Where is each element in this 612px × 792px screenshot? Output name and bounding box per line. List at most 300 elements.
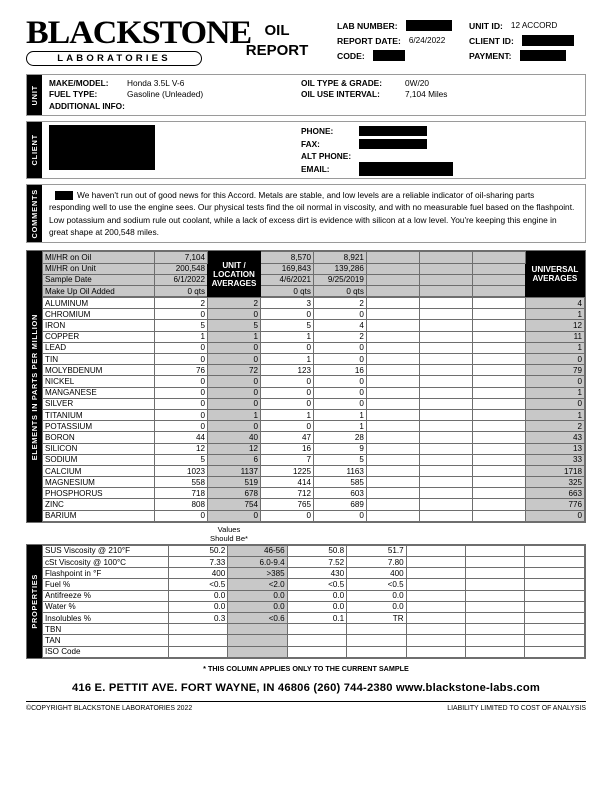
- element-s2-chromium: 0: [261, 309, 314, 320]
- property-s3-cst-viscosity-100-c: 7.80: [347, 557, 406, 568]
- meta-current-makeup-oil: 0 qts: [155, 285, 208, 296]
- element-s2-silicon: 16: [261, 443, 314, 454]
- property-s3-flashpoint-in-f: 400: [347, 568, 406, 579]
- element-s2-phosphorus: 712: [261, 488, 314, 499]
- element-s4-silicon: [366, 443, 419, 454]
- element-s3-magnesium: 585: [313, 477, 366, 488]
- element-avg-titanium: 1: [208, 409, 261, 420]
- report-header: [0, 0, 612, 70]
- property-label-iso-code: ISO Code: [43, 646, 169, 657]
- property-s2-tan: [287, 635, 346, 646]
- element-universal-silicon: 13: [525, 443, 584, 454]
- property-label-water: Water %: [43, 601, 169, 612]
- element-avg-chromium: 0: [208, 309, 261, 320]
- client-section-body: [42, 122, 453, 178]
- meta-s5-mi-hr-unit: [419, 263, 472, 274]
- property-label-tan: TAN: [43, 635, 169, 646]
- element-s4-sodium: [366, 454, 419, 465]
- property-s6-sus-viscosity-210-f: [525, 545, 585, 556]
- client-section-tab: [27, 122, 42, 178]
- logo-wordmark: BLACKSTONE: [26, 15, 252, 51]
- element-s4-molybdenum: [366, 365, 419, 376]
- table-row: [43, 510, 585, 521]
- element-s4-zinc: [366, 499, 419, 510]
- element-s6-magnesium: [472, 477, 525, 488]
- element-current-zinc: 808: [155, 499, 208, 510]
- element-current-magnesium: 558: [155, 477, 208, 488]
- property-current-sus-viscosity-210-f: 50.2: [168, 545, 227, 556]
- element-s3-potassium: 1: [313, 421, 366, 432]
- element-universal-tin: 0: [525, 354, 584, 365]
- phone-label: PHONE:: [301, 126, 334, 137]
- element-s5-chromium: [419, 309, 472, 320]
- element-current-silver: 0: [155, 398, 208, 409]
- property-avg-iso-code: [228, 646, 287, 657]
- meta-s3-mi-hr-unit: 139,286: [313, 263, 366, 274]
- element-s3-aluminum: 2: [313, 298, 366, 309]
- element-s3-titanium: 1: [313, 409, 366, 420]
- property-s3-tbn: [347, 624, 406, 635]
- property-s4-fuel: [406, 579, 465, 590]
- property-s5-cst-viscosity-100-c: [466, 557, 525, 568]
- element-s5-calcium: [419, 465, 472, 476]
- meta-s6-makeup-oil: [472, 285, 525, 296]
- element-label-lead: LEAD: [43, 342, 155, 353]
- element-universal-barium: 0: [525, 510, 584, 521]
- property-s5-flashpoint-in-f: [466, 568, 525, 579]
- unit-section-body: [42, 75, 585, 116]
- element-avg-nickel: 0: [208, 376, 261, 387]
- table-row: [43, 409, 585, 420]
- copyright-text: ©COPYRIGHT BLACKSTONE LABORATORIES 2022: [26, 704, 193, 712]
- element-avg-tin: 0: [208, 354, 261, 365]
- element-s6-boron: [472, 432, 525, 443]
- element-s6-aluminum: [472, 298, 525, 309]
- property-current-cst-viscosity-100-c: 7.33: [168, 557, 227, 568]
- elements-values-table: [42, 297, 585, 522]
- meta-current-mi-hr-oil: 7,104: [155, 252, 208, 263]
- table-row: [43, 454, 585, 465]
- property-s5-antifreeze: [466, 590, 525, 601]
- element-avg-barium: 0: [208, 510, 261, 521]
- element-s6-titanium: [472, 409, 525, 420]
- unit-row-fuel-type: [49, 89, 585, 101]
- element-avg-silver: 0: [208, 398, 261, 409]
- code-redaction: [373, 50, 405, 61]
- element-s6-sodium: [472, 454, 525, 465]
- meta-s6-sample-date: [472, 274, 525, 285]
- fuel-type-value: Gasoline (Unleaded): [127, 89, 204, 100]
- element-s2-barium: 0: [261, 510, 314, 521]
- meta-s2-mi-hr-unit: 169,843: [261, 263, 314, 274]
- element-s5-phosphorus: [419, 488, 472, 499]
- properties-values-table: [42, 545, 585, 658]
- element-avg-molybdenum: 72: [208, 365, 261, 376]
- table-row: [43, 624, 585, 635]
- lab-number-label: LAB NUMBER:: [337, 20, 398, 31]
- element-s3-tin: 0: [313, 354, 366, 365]
- meta-s4-mi-hr-unit: [366, 263, 419, 274]
- property-label-cst-viscosity-100-c: cSt Viscosity @ 100°C: [43, 557, 169, 568]
- element-label-nickel: NICKEL: [43, 376, 155, 387]
- property-s2-tbn: [287, 624, 346, 635]
- table-row: [43, 365, 585, 376]
- oil-use-interval-value: 7,104 Miles: [405, 89, 448, 100]
- client-email-row: [301, 163, 453, 176]
- element-s3-manganese: 0: [313, 387, 366, 398]
- meta-label-makeup-oil: Make Up Oil Added: [43, 285, 155, 296]
- property-avg-tan: [228, 635, 287, 646]
- property-current-iso-code: [168, 646, 227, 657]
- element-current-phosphorus: 718: [155, 488, 208, 499]
- values-should-be-line1: Values: [217, 524, 241, 534]
- property-s5-tbn: [466, 624, 525, 635]
- element-s4-silver: [366, 398, 419, 409]
- client-id-field: [469, 35, 574, 46]
- element-s3-calcium: 1163: [313, 465, 366, 476]
- element-s3-barium: 0: [313, 510, 366, 521]
- element-label-potassium: POTASSIUM: [43, 421, 155, 432]
- unit-row-make-model: [49, 78, 585, 90]
- property-s3-iso-code: [347, 646, 406, 657]
- property-s4-cst-viscosity-100-c: [406, 557, 465, 568]
- property-avg-tbn: [228, 624, 287, 635]
- property-avg-antifreeze: 0.0: [228, 590, 287, 601]
- table-row: [43, 342, 585, 353]
- element-s4-boron: [366, 432, 419, 443]
- universal-averages-header: UNIVERSAL AVERAGES: [525, 252, 584, 297]
- element-s4-lead: [366, 342, 419, 353]
- element-s6-chromium: [472, 309, 525, 320]
- element-s3-chromium: 0: [313, 309, 366, 320]
- payment-redaction: [520, 50, 566, 61]
- element-current-copper: 1: [155, 331, 208, 342]
- footer-divider: [26, 701, 586, 702]
- element-current-silicon: 12: [155, 443, 208, 454]
- meta-s6-mi-hr-unit: [472, 263, 525, 274]
- comments-leading-redaction: [55, 191, 73, 200]
- element-s2-iron: 5: [261, 320, 314, 331]
- comments-section: [26, 184, 586, 243]
- element-universal-zinc: 776: [525, 499, 584, 510]
- make-model-label: MAKE/MODEL:: [49, 77, 109, 88]
- lab-number-redaction: [406, 20, 452, 31]
- element-label-silicon: SILICON: [43, 443, 155, 454]
- element-label-copper: COPPER: [43, 331, 155, 342]
- property-label-antifreeze: Antifreeze %: [43, 590, 169, 601]
- table-row: [43, 285, 585, 296]
- property-s5-fuel: [466, 579, 525, 590]
- element-s4-magnesium: [366, 477, 419, 488]
- element-s4-calcium: [366, 465, 419, 476]
- property-current-water: 0.0: [168, 601, 227, 612]
- property-s4-tan: [406, 635, 465, 646]
- property-s3-water: 0.0: [347, 601, 406, 612]
- element-s3-lead: 0: [313, 342, 366, 353]
- element-s3-copper: 2: [313, 331, 366, 342]
- element-label-chromium: CHROMIUM: [43, 309, 155, 320]
- meta-s2-sample-date: 4/6/2021: [261, 274, 314, 285]
- properties-section-tab-label: PROPERTIES: [30, 573, 39, 629]
- element-current-boron: 44: [155, 432, 208, 443]
- property-avg-water: 0.0: [228, 601, 287, 612]
- table-row: [43, 477, 585, 488]
- property-s6-insolubles: [525, 612, 585, 623]
- table-row: [43, 387, 585, 398]
- property-s6-iso-code: [525, 646, 585, 657]
- meta-s5-makeup-oil: [419, 285, 472, 296]
- element-avg-silicon: 12: [208, 443, 261, 454]
- property-s2-iso-code: [287, 646, 346, 657]
- fax-label: FAX:: [301, 138, 320, 149]
- element-s6-nickel: [472, 376, 525, 387]
- client-id-redaction: [522, 35, 574, 46]
- element-s3-sodium: 5: [313, 454, 366, 465]
- element-universal-lead: 1: [525, 342, 584, 353]
- property-s2-cst-viscosity-100-c: 7.52: [287, 557, 346, 568]
- element-s2-zinc: 765: [261, 499, 314, 510]
- element-universal-phosphorus: 663: [525, 488, 584, 499]
- element-s6-lead: [472, 342, 525, 353]
- property-s2-water: 0.0: [287, 601, 346, 612]
- payment-field: [469, 50, 566, 61]
- property-current-tan: [168, 635, 227, 646]
- element-universal-iron: 12: [525, 320, 584, 331]
- meta-s3-makeup-oil: 0 qts: [313, 285, 366, 296]
- property-s6-tbn: [525, 624, 585, 635]
- element-universal-titanium: 1: [525, 409, 584, 420]
- table-row: [43, 590, 585, 601]
- element-avg-copper: 1: [208, 331, 261, 342]
- element-current-calcium: 1023: [155, 465, 208, 476]
- elements-table-wrapper: [26, 250, 586, 523]
- code-label: CODE:: [337, 50, 365, 61]
- element-s4-nickel: [366, 376, 419, 387]
- element-universal-manganese: 1: [525, 387, 584, 398]
- property-avg-fuel: <2.0: [228, 579, 287, 590]
- element-s2-aluminum: 3: [261, 298, 314, 309]
- element-s4-phosphorus: [366, 488, 419, 499]
- code-field: [337, 50, 469, 61]
- element-avg-potassium: 0: [208, 421, 261, 432]
- client-id-label: CLIENT ID:: [469, 35, 514, 46]
- element-universal-copper: 11: [525, 331, 584, 342]
- property-label-sus-viscosity-210-f: SUS Viscosity @ 210°F: [43, 545, 169, 556]
- property-s4-antifreeze: [406, 590, 465, 601]
- logo-laboratories-badge: LABORATORIES: [26, 51, 202, 66]
- table-row: [43, 432, 585, 443]
- element-current-potassium: 0: [155, 421, 208, 432]
- properties-table-wrapper: [26, 544, 586, 659]
- property-label-flashpoint-in-f: Flashpoint in °F: [43, 568, 169, 579]
- property-current-antifreeze: 0.0: [168, 590, 227, 601]
- make-model-value: Honda 3.5L V-6: [127, 77, 185, 88]
- property-s3-fuel: <0.5: [347, 579, 406, 590]
- element-universal-silver: 0: [525, 398, 584, 409]
- element-s5-molybdenum: [419, 365, 472, 376]
- meta-s6-mi-hr-oil: [472, 252, 525, 263]
- unit-section: [26, 74, 586, 117]
- element-avg-sodium: 6: [208, 454, 261, 465]
- table-row: [43, 568, 585, 579]
- meta-s4-makeup-oil: [366, 285, 419, 296]
- current-sample-note: * THIS COLUMN APPLIES ONLY TO THE CURRENT SAMPLE: [203, 663, 409, 673]
- element-avg-lead: 0: [208, 342, 261, 353]
- element-current-sodium: 5: [155, 454, 208, 465]
- table-row: [43, 545, 585, 556]
- fax-redaction: [359, 139, 427, 149]
- table-row: [43, 579, 585, 590]
- element-avg-calcium: 1137: [208, 465, 261, 476]
- element-s4-potassium: [366, 421, 419, 432]
- element-s2-copper: 1: [261, 331, 314, 342]
- properties-section-tab: [27, 545, 42, 658]
- property-avg-insolubles: <0.6: [228, 612, 287, 623]
- element-s5-silver: [419, 398, 472, 409]
- element-universal-calcium: 1718: [525, 465, 584, 476]
- table-row: [43, 488, 585, 499]
- meta-label-mi-hr-oil: MI/HR on Oil: [43, 252, 155, 263]
- element-s6-silver: [472, 398, 525, 409]
- element-s5-aluminum: [419, 298, 472, 309]
- unit-section-tab-label: UNIT: [30, 84, 39, 106]
- comments-section-tab: [27, 185, 42, 242]
- header-row-lab-number: [337, 18, 586, 33]
- element-s4-manganese: [366, 387, 419, 398]
- lab-address-line: 416 E. PETTIT AVE. FORT WAYNE, IN 46806 (260) 744-2380 www.blackstone-labs.com: [71, 681, 541, 694]
- element-s2-potassium: 0: [261, 421, 314, 432]
- property-s5-water: [466, 601, 525, 612]
- property-s3-insolubles: TR: [347, 612, 406, 623]
- property-s5-iso-code: [466, 646, 525, 657]
- unit-id-label: UNIT ID:: [469, 20, 503, 31]
- element-s6-silicon: [472, 443, 525, 454]
- report-title-line2: REPORT: [245, 42, 309, 60]
- property-s6-cst-viscosity-100-c: [525, 557, 585, 568]
- element-s5-silicon: [419, 443, 472, 454]
- lab-number-field: [337, 20, 469, 31]
- element-label-molybdenum: MOLYBDENUM: [43, 365, 155, 376]
- property-current-tbn: [168, 624, 227, 635]
- element-s6-iron: [472, 320, 525, 331]
- element-s5-potassium: [419, 421, 472, 432]
- property-s4-flashpoint-in-f: [406, 568, 465, 579]
- element-current-aluminum: 2: [155, 298, 208, 309]
- table-row: [43, 309, 585, 320]
- meta-label-sample-date: Sample Date: [43, 274, 155, 285]
- email-label: EMAIL:: [301, 163, 330, 174]
- properties-values-body: [43, 545, 585, 657]
- fuel-type-label: FUEL TYPE:: [49, 89, 98, 100]
- table-row: [43, 263, 585, 274]
- additional-info-label: ADDITIONAL INFO:: [49, 100, 125, 111]
- element-s5-zinc: [419, 499, 472, 510]
- element-s4-aluminum: [366, 298, 419, 309]
- property-s6-fuel: [525, 579, 585, 590]
- client-name-block: [49, 125, 301, 175]
- element-s2-tin: 1: [261, 354, 314, 365]
- footer-legal: [26, 705, 586, 712]
- comments-section-body: [42, 185, 585, 242]
- property-label-insolubles: Insolubles %: [43, 612, 169, 623]
- client-fax-row: [301, 138, 453, 151]
- element-s4-copper: [366, 331, 419, 342]
- element-s5-tin: [419, 354, 472, 365]
- element-avg-iron: 5: [208, 320, 261, 331]
- table-row: [43, 601, 585, 612]
- elements-table-main: [42, 251, 585, 522]
- sample-meta-body: [43, 252, 585, 297]
- element-universal-potassium: 2: [525, 421, 584, 432]
- meta-current-sample-date: 6/1/2022: [155, 274, 208, 285]
- element-s3-boron: 28: [313, 432, 366, 443]
- meta-s4-mi-hr-oil: [366, 252, 419, 263]
- meta-s2-makeup-oil: 0 qts: [261, 285, 314, 296]
- element-universal-molybdenum: 79: [525, 365, 584, 376]
- payment-label: PAYMENT:: [469, 50, 512, 61]
- properties-table-main: [42, 545, 585, 658]
- element-avg-aluminum: 2: [208, 298, 261, 309]
- report-title-line1: OIL: [264, 22, 290, 39]
- element-s2-titanium: 1: [261, 409, 314, 420]
- report-date-value: 6/24/2022: [408, 36, 446, 45]
- property-s2-fuel: <0.5: [287, 579, 346, 590]
- element-label-sodium: SODIUM: [43, 454, 155, 465]
- property-s4-water: [406, 601, 465, 612]
- elements-section-tab-label: ELEMENTS IN PARTS PER MILLION: [30, 313, 39, 460]
- property-s4-iso-code: [406, 646, 465, 657]
- table-row: [43, 331, 585, 342]
- element-label-iron: IRON: [43, 320, 155, 331]
- element-current-molybdenum: 76: [155, 365, 208, 376]
- table-row: [43, 499, 585, 510]
- element-s3-molybdenum: 16: [313, 365, 366, 376]
- meta-s3-sample-date: 9/25/2019: [313, 274, 366, 285]
- property-current-fuel: <0.5: [168, 579, 227, 590]
- element-label-magnesium: MAGNESIUM: [43, 477, 155, 488]
- element-s5-iron: [419, 320, 472, 331]
- table-row: [43, 354, 585, 365]
- element-current-lead: 0: [155, 342, 208, 353]
- element-s2-calcium: 1225: [261, 465, 314, 476]
- table-row: [43, 421, 585, 432]
- client-name-redaction: [49, 125, 155, 170]
- element-current-barium: 0: [155, 510, 208, 521]
- table-row: [43, 376, 585, 387]
- property-s3-antifreeze: 0.0: [347, 590, 406, 601]
- element-s2-molybdenum: 123: [261, 365, 314, 376]
- table-row: [43, 274, 585, 285]
- property-s6-antifreeze: [525, 590, 585, 601]
- email-redaction: [359, 162, 453, 176]
- element-s3-zinc: 689: [313, 499, 366, 510]
- element-s6-copper: [472, 331, 525, 342]
- client-section-tab-label: CLIENT: [30, 134, 39, 166]
- element-s6-molybdenum: [472, 365, 525, 376]
- property-s6-tan: [525, 635, 585, 646]
- element-s6-tin: [472, 354, 525, 365]
- element-universal-chromium: 1: [525, 309, 584, 320]
- table-row: [43, 320, 585, 331]
- phone-redaction: [359, 126, 427, 136]
- element-label-silver: SILVER: [43, 398, 155, 409]
- property-s2-insolubles: 0.1: [287, 612, 346, 623]
- table-row: [43, 646, 585, 657]
- table-row: [43, 443, 585, 454]
- property-s2-antifreeze: 0.0: [287, 590, 346, 601]
- sample-meta-table: [42, 251, 585, 297]
- table-row: [43, 635, 585, 646]
